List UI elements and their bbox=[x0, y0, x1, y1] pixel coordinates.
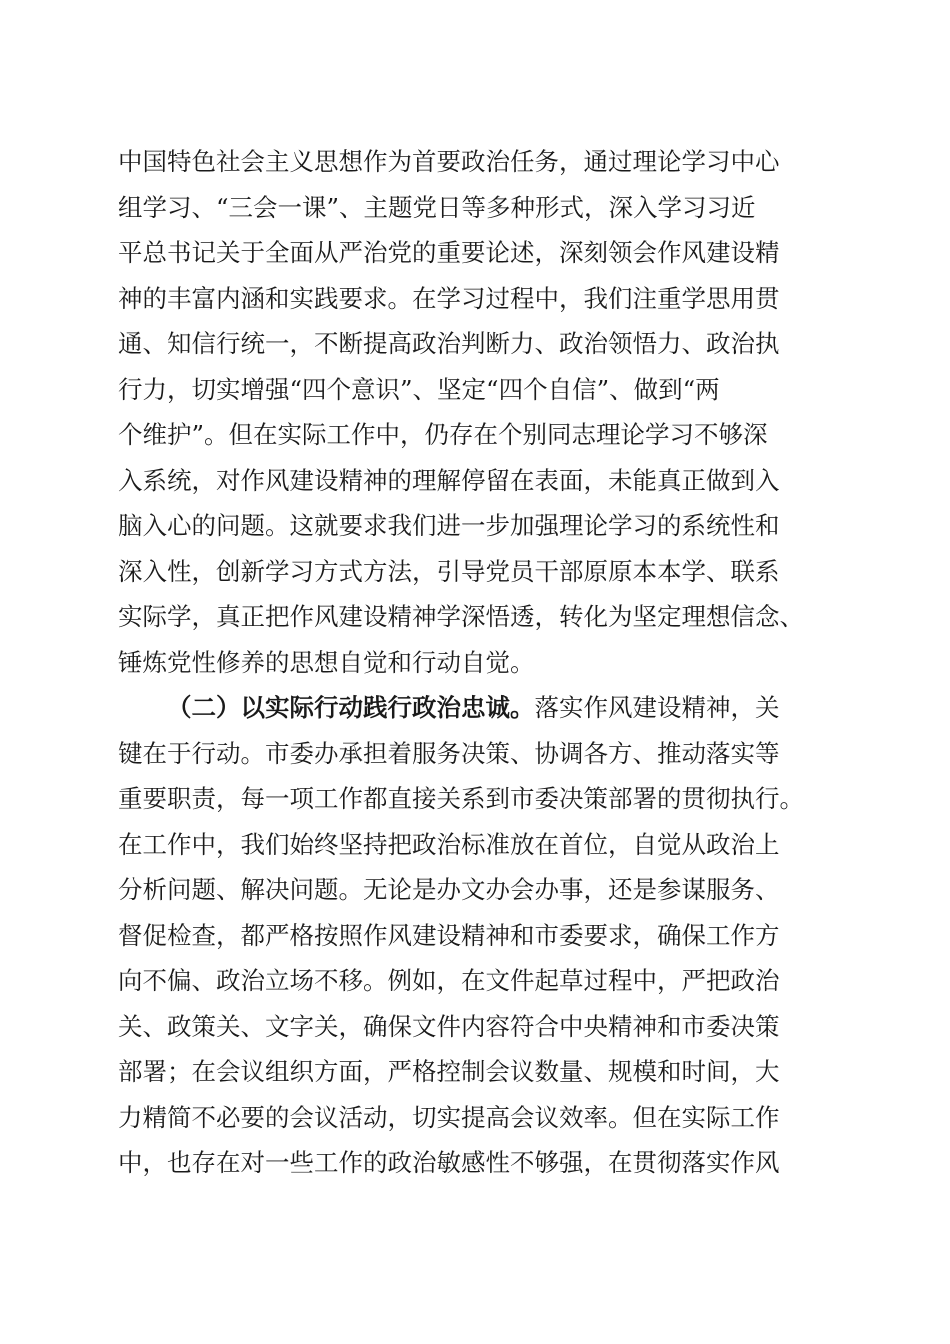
paragraph-2 bbox=[118, 685, 848, 1186]
text-line: 力精简不必要的会议活动，切实提高会议效率。但在实际工作 bbox=[118, 1102, 780, 1132]
text-span: 落实作风建设精神，关 bbox=[534, 693, 780, 722]
text-line: 实际学，真正把作风建设精神学深悟透，转化为坚定理想信念、 bbox=[118, 602, 804, 631]
text-line: 向不偏、政治立场不移。例如，在文件起草过程中，严把政治 bbox=[118, 966, 780, 995]
text-line: 关、政策关、文字关，确保文件内容符合中央精神和市委决策 bbox=[118, 1011, 780, 1041]
text-line: 行力，切实增强“四个意识”、坚定“四个自信”、做到“两 bbox=[118, 374, 720, 404]
text-line: 中，也存在对一些工作的政治敏感性不够强，在贯彻落实作风 bbox=[118, 1148, 780, 1177]
text-line: 脑入心的问题。这就要求我们进一步加强理论学习的系统性和 bbox=[118, 511, 780, 540]
text-line: 分析问题、解决问题。无论是办文办会办事，还是参谋服务、 bbox=[118, 875, 780, 904]
paragraph-1 bbox=[118, 139, 848, 685]
text-line: 深入性，创新学习方式方法，引导党员干部原原本本学、联系 bbox=[118, 556, 780, 586]
text-line: 部署；在会议组织方面，严格控制会议数量、规模和时间，大 bbox=[118, 1057, 780, 1086]
text-line: 组学习、“三会一课”、主题党日等多种形式，深入学习习近 bbox=[118, 192, 756, 222]
text-line: 键在于行动。市委办承担着服务决策、协调各方、推动落实等 bbox=[118, 738, 780, 768]
text-line: 通、知信行统一，不断提高政治判断力、政治领悟力、政治执 bbox=[118, 329, 780, 358]
body-text bbox=[118, 139, 848, 1186]
text-line: 督促检查，都严格按照作风建设精神和市委要求，确保工作方 bbox=[118, 920, 780, 950]
text-line: 锤炼党性修养的思想自觉和行动自觉。 bbox=[118, 647, 535, 677]
text-line: 在工作中，我们始终坚持把政治标准放在首位，自觉从政治上 bbox=[118, 829, 780, 859]
section-heading: （二）以实际行动践行政治忠诚。 bbox=[167, 693, 535, 722]
paragraph-2-first-line bbox=[118, 685, 848, 731]
text-line: 中国特色社会主义思想作为首要政治任务，通过理论学习中心 bbox=[118, 147, 780, 176]
text-line: 重要职责，每一项工作都直接关系到市委决策部署的贯彻执行。 bbox=[118, 784, 804, 813]
text-line: 个维护”。但在实际工作中，仍存在个别同志理论学习不够深 bbox=[118, 420, 768, 449]
text-line: 神的丰富内涵和实践要求。在学习过程中，我们注重学思用贯 bbox=[118, 283, 780, 313]
text-line: 平总书记关于全面从严治党的重要论述，深刻领会作风建设精 bbox=[118, 238, 780, 267]
text-line: 入系统，对作风建设精神的理解停留在表面，未能真正做到入 bbox=[118, 465, 780, 495]
